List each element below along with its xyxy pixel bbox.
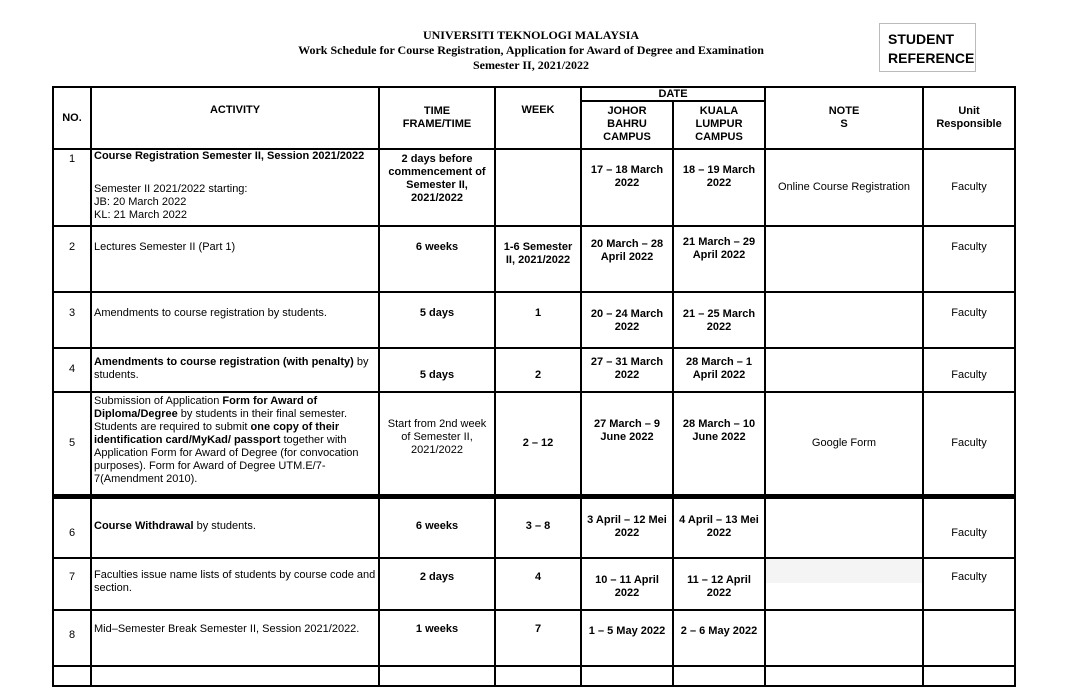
row-note xyxy=(765,610,923,666)
activity-line: JB: 20 March 2022 xyxy=(94,196,187,208)
col-no: NO. xyxy=(53,87,91,149)
table-row xyxy=(53,292,1015,348)
row-time: 2 days xyxy=(379,558,495,610)
document-title: Work Schedule for Course Registration, Application for Award of Degree and Examination xyxy=(298,43,764,57)
kl-line3: CAMPUS xyxy=(695,131,743,143)
row-time: Start from 2nd week of Semester II, 2021/2022 xyxy=(379,392,495,496)
row-no: 7 xyxy=(53,558,91,610)
row-kl-date: 21 – 25 March 2022 xyxy=(673,292,765,348)
row-time: 2 days before commencement of Semester II, 2021/2022 xyxy=(379,149,495,226)
row-unit xyxy=(923,610,1015,666)
col-notes-line2: S xyxy=(840,118,848,130)
row-no: 8 xyxy=(53,610,91,666)
kl-line2: LUMPUR xyxy=(695,118,743,130)
row-note xyxy=(765,348,923,392)
row-jb-date: 1 – 5 May 2022 xyxy=(581,610,673,666)
activity-rest: by students. xyxy=(193,519,256,532)
row-activity: Lectures Semester II (Part 1) xyxy=(91,226,379,292)
shaded-area xyxy=(766,559,922,583)
row-week: 2 xyxy=(495,348,581,392)
row-no: 4 xyxy=(53,348,91,392)
header-row xyxy=(53,87,1015,101)
row-note: Online Course Registration xyxy=(765,149,923,226)
col-time-line2: FRAME/TIME xyxy=(402,118,472,130)
row-week: 7 xyxy=(495,610,581,666)
table-row xyxy=(53,558,1015,610)
row-activity xyxy=(91,392,379,496)
row-note xyxy=(765,496,923,558)
col-activity: ACTIVITY xyxy=(91,87,379,149)
row-note xyxy=(765,558,923,610)
row-jb-date: 27 – 31 March 2022 xyxy=(581,348,673,392)
reference-line-1: STUDENT xyxy=(888,31,955,47)
row-unit: Faculty xyxy=(923,348,1015,392)
row-time: 5 days xyxy=(379,292,495,348)
row-unit: Faculty xyxy=(923,558,1015,610)
activity-rest: by students. xyxy=(94,356,369,381)
activity-line: Semester II 2021/2022 starting: xyxy=(94,183,248,195)
schedule-table xyxy=(52,86,1016,687)
row-jb-date: 17 – 18 March 2022 xyxy=(581,149,673,226)
table-row xyxy=(53,392,1015,496)
row-kl-date: 21 March – 29 April 2022 xyxy=(673,226,765,292)
row-unit: Faculty xyxy=(923,496,1015,558)
row-activity xyxy=(91,496,379,558)
col-kuala-lumpur xyxy=(673,101,765,149)
col-notes xyxy=(765,87,923,149)
row-activity xyxy=(91,149,379,226)
row-kl-date: 28 March – 1 April 2022 xyxy=(673,348,765,392)
activity-bold: Form for Award of Diploma/Degree xyxy=(94,395,318,420)
col-unit xyxy=(923,87,1015,149)
row-note xyxy=(765,226,923,292)
reference-line-2: REFERENCE xyxy=(888,50,975,66)
row-time: 1 weeks xyxy=(379,610,495,666)
activity-bold: Course Withdrawal xyxy=(94,519,194,532)
col-johor-bahru xyxy=(581,101,673,149)
row-no: 2 xyxy=(53,226,91,292)
row-unit: Faculty xyxy=(923,292,1015,348)
row-activity xyxy=(91,348,379,392)
row-week xyxy=(495,149,581,226)
row-activity: Faculties issue name lists of students by course code and section. xyxy=(91,558,379,610)
table-row-partial xyxy=(53,666,1015,686)
row-jb-date: 20 March – 28 April 2022 xyxy=(581,226,673,292)
row-kl-date: 18 – 19 March 2022 xyxy=(673,149,765,226)
row-kl-date: 11 – 12 April 2022 xyxy=(673,558,765,610)
student-reference-box xyxy=(879,23,976,72)
activity-bold: Amendments to course registration (with penalty) xyxy=(94,356,354,368)
row-no: 5 xyxy=(53,392,91,496)
activity-text: by students in their final semester. Students are required to submit xyxy=(94,408,348,433)
row-kl-date: 4 April – 13 Mei 2022 xyxy=(673,496,765,558)
row-time: 6 weeks xyxy=(379,226,495,292)
row-week: 4 xyxy=(495,558,581,610)
row-activity: Mid–Semester Break Semester II, Session 2021/2022. xyxy=(91,610,379,666)
row-unit: Faculty xyxy=(923,149,1015,226)
activity-text: Submission of Application xyxy=(94,395,223,407)
activity-bold: one copy of their identification card/MyKad/ passport xyxy=(94,421,340,446)
table-row xyxy=(53,226,1015,292)
row-week: 2 – 12 xyxy=(495,392,581,496)
activity-bold: Course Registration Semester II, Session 2021/2022 xyxy=(94,150,365,162)
row-unit: Faculty xyxy=(923,392,1015,496)
table-row xyxy=(53,348,1015,392)
col-notes-line1: NOTE xyxy=(828,105,860,117)
col-unit-line1: Unit xyxy=(958,105,980,117)
table-row xyxy=(53,610,1015,666)
row-time: 5 days xyxy=(379,348,495,392)
jb-line3: CAMPUS xyxy=(603,131,651,143)
col-time-line1: TIME xyxy=(423,105,451,117)
row-kl-date: 28 March – 10 June 2022 xyxy=(673,392,765,496)
row-jb-date: 10 – 11 April 2022 xyxy=(581,558,673,610)
activity-line: KL: 21 March 2022 xyxy=(94,209,187,221)
row-note xyxy=(765,292,923,348)
row-kl-date: 2 – 6 May 2022 xyxy=(673,610,765,666)
jb-line2: BAHRU xyxy=(607,118,647,130)
row-note: Google Form xyxy=(765,392,923,496)
row-unit: Faculty xyxy=(923,226,1015,292)
row-no: 1 xyxy=(53,149,91,226)
row-week: 3 – 8 xyxy=(495,496,581,558)
table-row xyxy=(53,149,1015,226)
university-name: UNIVERSITI TEKNOLOGI MALAYSIA xyxy=(422,28,640,42)
row-jb-date: 27 March – 9 June 2022 xyxy=(581,392,673,496)
jb-line1: JOHOR xyxy=(607,105,647,117)
col-date: DATE xyxy=(581,87,765,101)
table-row xyxy=(53,496,1015,558)
semester-label: Semester II, 2021/2022 xyxy=(472,58,590,72)
row-no: 6 xyxy=(53,496,91,558)
row-activity: Amendments to course registration by students. xyxy=(91,292,379,348)
row-week: 1-6 Semester II, 2021/2022 xyxy=(495,226,581,292)
row-jb-date: 20 – 24 March 2022 xyxy=(581,292,673,348)
col-unit-line2: Responsible xyxy=(936,118,1002,130)
row-jb-date: 3 April – 12 Mei 2022 xyxy=(581,496,673,558)
row-time: 6 weeks xyxy=(379,496,495,558)
row-week: 1 xyxy=(495,292,581,348)
activity-text: together with Application Form for Award of Degree (for convocation purposes). Form for Award of Degree UTM.E/7-7(Amendment 2010). xyxy=(94,434,359,485)
kl-line1: KUALA xyxy=(699,105,739,117)
col-week: WEEK xyxy=(495,87,581,149)
col-time xyxy=(379,87,495,149)
row-no: 3 xyxy=(53,292,91,348)
